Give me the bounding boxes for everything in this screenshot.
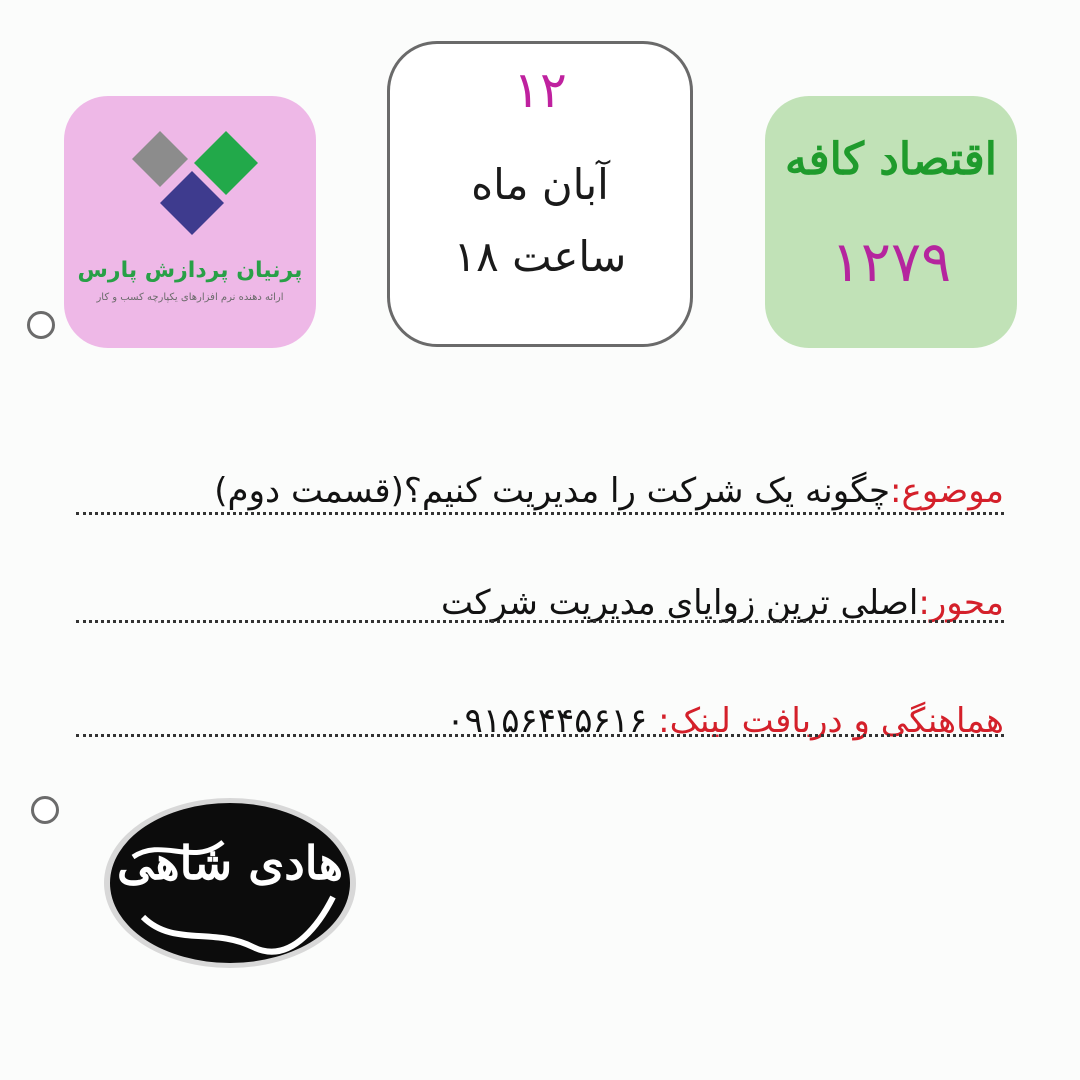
event-time: ساعت ۱۸ — [453, 232, 627, 281]
dotted-divider — [76, 512, 1004, 515]
series-number: ۱۲۷۹ — [830, 230, 952, 295]
topic-value: چگونه یک شرکت را مدیریت کنیم؟(قسمت دوم) — [214, 471, 891, 511]
signature-text: هادی شاهی — [117, 836, 343, 890]
event-day: ۱۲ — [513, 61, 567, 119]
brand-tagline: ارائه دهنده نرم افزارهای یکپارچه کسب و کار — [96, 292, 284, 303]
dotted-divider — [76, 734, 1004, 737]
radio-circle-icon[interactable] — [31, 796, 59, 824]
series-name: اقتصاد کافه — [785, 134, 997, 185]
contact-line — [76, 696, 1004, 746]
brand-name: پرنیان پردازش پارس — [77, 258, 303, 283]
contact-label: هماهنگی و دریافت لینک: — [658, 701, 1004, 741]
axis-label: محور: — [918, 583, 1004, 623]
brand-logo-icon — [126, 131, 262, 241]
contact-phone[interactable]: ۰۹۱۵۶۴۴۵۶۱۶ — [446, 701, 648, 741]
radio-circle-icon[interactable] — [27, 311, 55, 339]
topic-label: موضوع: — [890, 471, 1004, 511]
event-month: آبان ماه — [471, 160, 609, 209]
axis-value: اصلی ترین زوایای مدیریت شرکت — [441, 583, 919, 623]
topic-line — [76, 466, 1004, 516]
dotted-divider — [76, 620, 1004, 623]
